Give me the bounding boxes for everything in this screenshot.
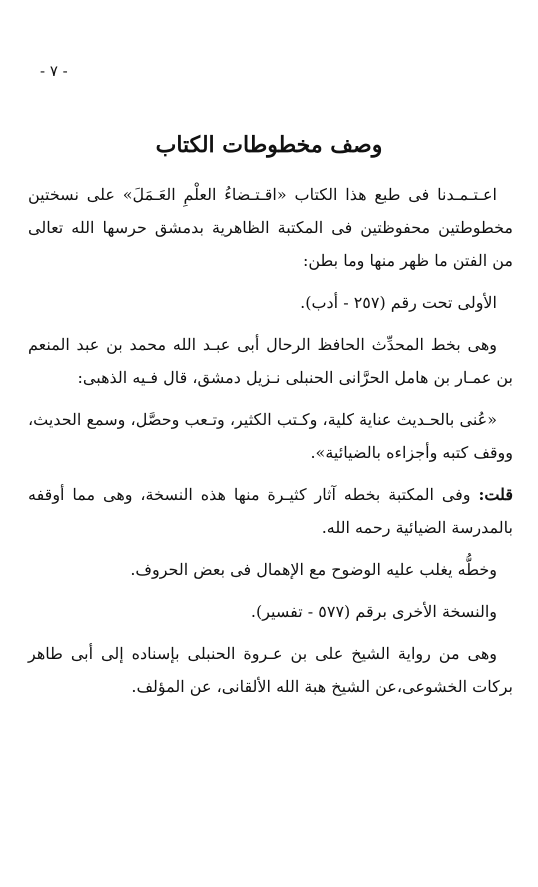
page-number: - ٧ - xyxy=(40,62,68,80)
paragraph-intro: اعـتـمـدنا فى طبع هذا الكتاب «اقـتـضاءُ العلْمِ العَـمَلَ» على نسختين مخطوطتين محفوظتين فى المكتبة الظاهرية بدمشق حرسها الله تعالى من الفتن ما ظهر منها وما بطن: xyxy=(28,185,513,270)
paragraph-scribe: وهى بخط المحدِّث الحافظ الرحال أبى عبـد الله محمد بن عبد المنعم بن عمـار بن هامل الحرَّانى الحنبلى نـزيل دمشق، قال فـيه الذهبى: xyxy=(28,335,513,387)
note-label: قلت: xyxy=(478,485,513,504)
paragraph-chain: وهى من رواية الشيخ على بن عـروة الحنبلى بإسناده إلى أبى طاهر بركات الخشوعى،عن الشيخ هبة الله الألقانى، عن المؤلف. xyxy=(28,644,513,696)
paragraph-note xyxy=(28,478,513,544)
note-text: وفى المكتبة بخطه آثار كثيـرة منها هذه النسخة، وهى مما أوقفه بالمدرسة الضيائية رحمه الله. xyxy=(28,485,513,537)
page-title: وصف مخطوطات الكتاب xyxy=(155,132,383,158)
paragraph-second-manuscript: والنسخة الأخرى برقم (٥٧٧ - تفسير). xyxy=(250,602,497,621)
document-body xyxy=(28,178,513,712)
paragraph-quote: «عُنى بالحـديث عناية كلية، وكـتب الكثير، وتـعب وحصَّل، وسمع الحديث، ووقف كتبه وأجزاءه بالضيائية». xyxy=(28,410,513,462)
paragraph-first-manuscript: الأولى تحت رقم (٢٥٧ - أدب). xyxy=(300,293,497,312)
paragraph-handwriting: وخطُّه يغلب عليه الوضوح مع الإهمال فى بعض الحروف. xyxy=(130,560,497,579)
